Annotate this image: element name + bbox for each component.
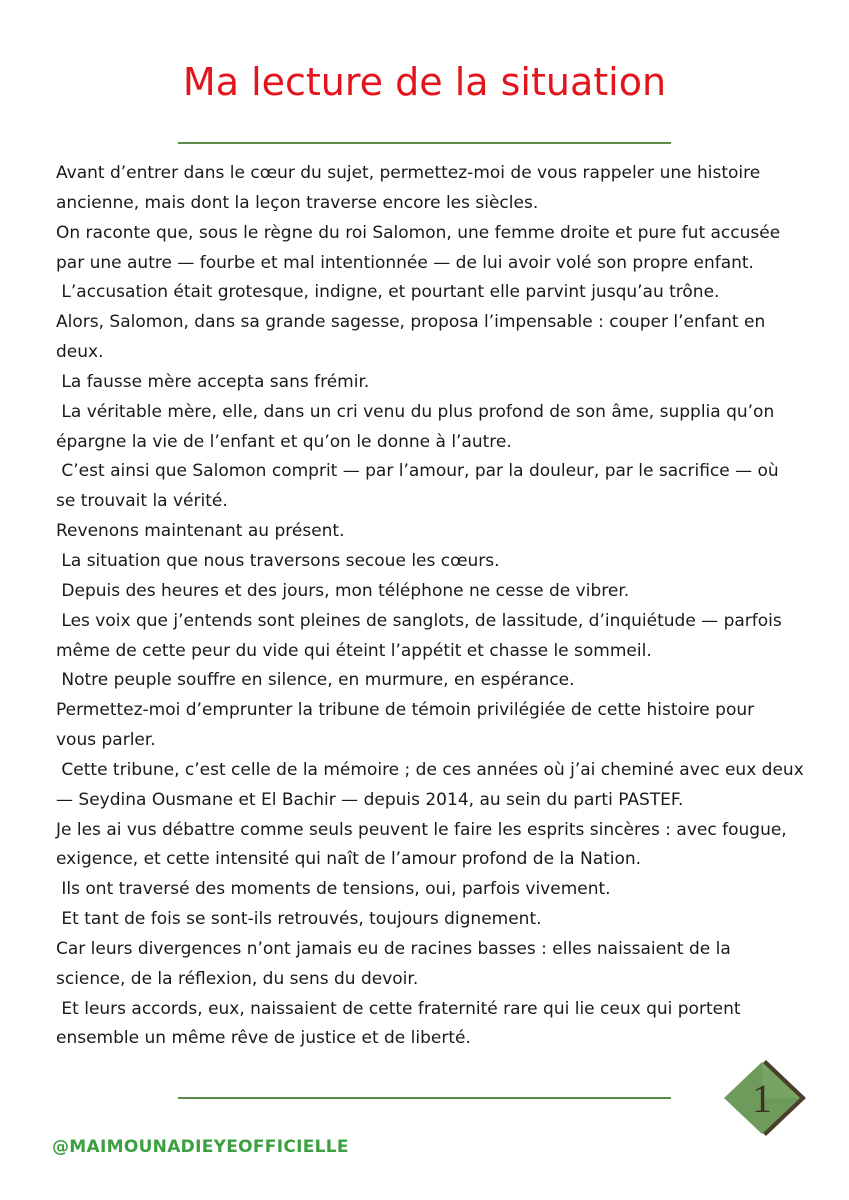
text-line: science, de la réflexion, du sens du devoir. [56,968,419,989]
text-line: La fausse mère accepta sans frémir. [56,371,370,392]
text-line: Et leurs accords, eux, naissaient de cette fraternité rare qui lie ceux qui portent [56,998,741,1019]
text-line: épargne la vie de l’enfant et qu’on le donne à l’autre. [56,431,512,452]
text-line: Permettez-moi d’emprunter la tribune de témoin privilégiée de cette histoire pour [56,700,755,721]
text-line: L’accusation était grotesque, indigne, et pourtant elle parvint jusqu’au trône. [56,282,720,303]
text-line: Cette tribune, c’est celle de la mémoire ; de ces années où j’ai cheminé avec eux deux [56,759,804,780]
page-title: Ma lecture de la situation [182,60,667,104]
page-number: 1 [752,1076,772,1121]
text-line: La situation que nous traversons secoue les cœurs. [56,550,500,571]
text-line: Avant d’entrer dans le cœur du sujet, permettez-moi de vous rappeler une histoire [56,163,761,183]
text-line: Les voix que j’entends sont pleines de sanglots, de lassitude, d’inquiétude — parfois [56,610,782,631]
text-line: ensemble un même rêve de justice et de liberté. [56,1028,471,1049]
text-line: Depuis des heures et des jours, mon téléphone ne cesse de vibrer. [56,580,630,601]
text-line: se trouvait la vérité. [56,491,228,512]
text-line: par une autre — fourbe et mal intentionnée — de lui avoir volé son propre enfant. [56,252,754,273]
text-line: C’est ainsi que Salomon comprit — par l’amour, par la douleur, par le sacrifice — où [56,461,779,482]
text-line: ancienne, mais dont la leçon traverse encore les siècles. [56,192,539,213]
text-line: même de cette peur du vide qui éteint l’appétit et chasse le sommeil. [56,640,652,661]
text-line: Alors, Salomon, dans sa grande sagesse, proposa l’impensable : couper l’enfant en [56,312,766,333]
text-line: deux. [56,342,104,363]
page-number-badge [722,1060,806,1136]
text-line: — Seydina Ousmane et El Bachir — depuis 2014, au sein du parti PASTEF. [56,789,684,810]
text-line: Revenons maintenant au présent. [56,521,345,542]
text-line: La véritable mère, elle, dans un cri venu du plus profond de son âme, supplia qu’on [56,401,775,422]
social-handle: @MAIMOUNADIEYEOFFICIELLE [52,1137,349,1157]
text-line: On raconte que, sous le règne du roi Salomon, une femme droite et pure fut accusée [56,222,781,243]
footer-divider [178,1097,671,1099]
body-text [56,159,804,1054]
text-line: Et tant de fois se sont-ils retrouvés, toujours dignement. [56,909,542,930]
text-line: Ils ont traversé des moments de tensions, oui, parfois vivement. [56,879,611,900]
text-line: Notre peuple souffre en silence, en murmure, en espérance. [56,670,575,691]
text-line: Je les ai vus débattre comme seuls peuvent le faire les esprits sincères : avec fougue, [56,819,787,840]
text-line: exigence, et cette intensité qui naît de l’amour profond de la Nation. [56,849,642,870]
text-line: Car leurs divergences n’ont jamais eu de racines basses : elles naissaient de la [56,938,731,959]
title-divider [178,142,671,144]
text-line: vous parler. [56,730,156,751]
